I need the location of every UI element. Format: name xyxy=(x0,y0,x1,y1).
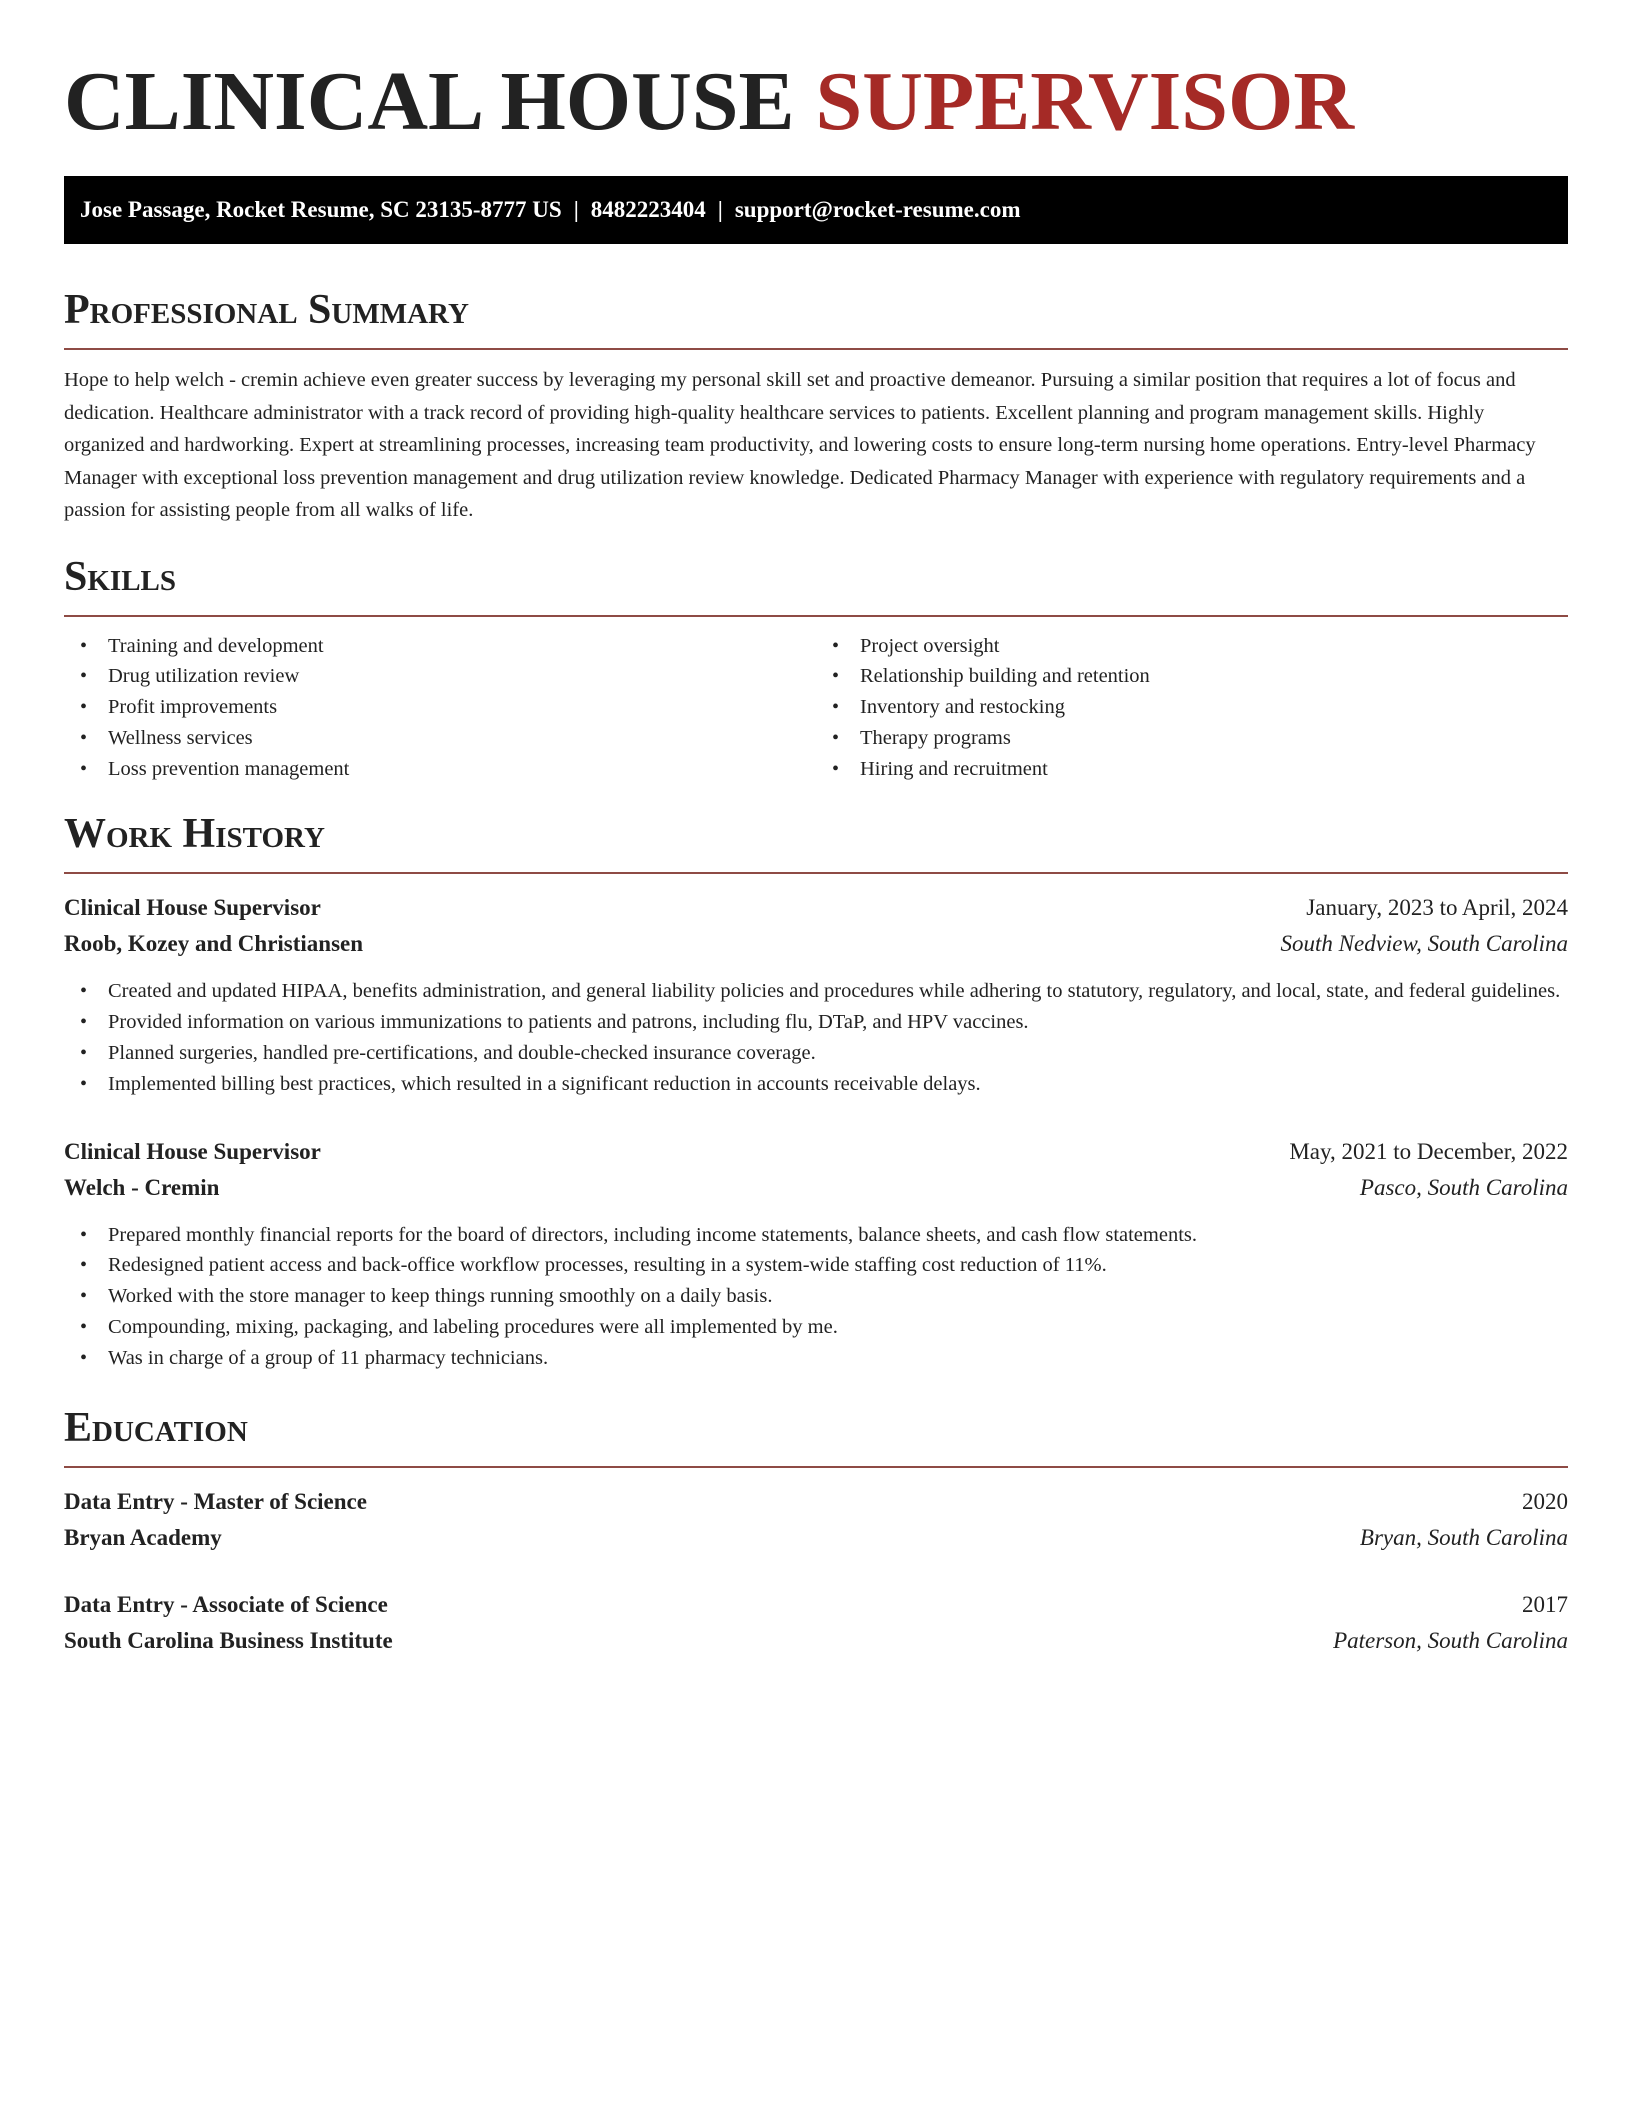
job-title: Clinical House Supervisor xyxy=(64,1138,321,1164)
bullet-icon: • xyxy=(832,696,840,719)
skill-item xyxy=(816,661,1568,692)
job-bullet-text: Planned surgeries, handled pre-certifications, and double-checked insurance coverage. xyxy=(108,1042,816,1065)
bullet-icon: • xyxy=(80,1042,88,1065)
skill-label: Therapy programs xyxy=(860,726,1011,749)
bullet-icon: • xyxy=(80,1011,88,1034)
job-bullet-text: Created and updated HIPAA, benefits administration, and general liability policies and procedures while adhering to statutory, regulatory, and local, state, and federal guidelines. xyxy=(108,980,1561,1003)
education-section xyxy=(64,1402,1568,1659)
education-school: South Carolina Business Institute xyxy=(64,1627,393,1653)
bullet-icon: • xyxy=(80,757,88,780)
skill-item xyxy=(816,723,1568,754)
job-entry xyxy=(64,1134,1568,1374)
bullet-icon: • xyxy=(80,1223,88,1246)
bullet-icon: • xyxy=(832,665,840,688)
job-bullet xyxy=(64,1069,1568,1100)
summary-heading: Professional Summary xyxy=(64,287,469,333)
skill-item xyxy=(816,692,1568,723)
education-school-row xyxy=(64,1623,1568,1659)
bullet-icon: • xyxy=(80,980,88,1003)
skill-label: Project oversight xyxy=(860,634,1000,657)
skill-label: Loss prevention management xyxy=(108,757,350,780)
contact-bar xyxy=(64,176,1568,244)
job-bullets xyxy=(64,976,1568,1099)
education-school-row xyxy=(64,1520,1568,1556)
bullet-icon: • xyxy=(80,1346,88,1369)
job-location: Pasco, South Carolina xyxy=(1359,1174,1568,1200)
education-year: 2017 xyxy=(1522,1591,1568,1617)
job-company: Welch - Cremin xyxy=(64,1174,220,1200)
job-bullet-text: Was in charge of a group of 11 pharmacy technicians. xyxy=(108,1346,549,1369)
job-header-row xyxy=(64,890,1568,926)
education-degree-row xyxy=(64,1587,1568,1623)
bullet-icon: • xyxy=(80,1316,88,1339)
summary-text: Hope to help welch - cremin achieve even greater success by leveraging my personal skill set and proactive demeanor. Pursuing a similar position that requires a lot of focus and dedication. Healthcare administrator with a track record of providing high-quality healthcare services to patients. Excellent planning and program management skills. Highly organized and hardworking. Expert at streamlining processes, increasing team productivity, and lowering costs to ensure long-term nursing home operations. Entry-level Pharmacy Manager with exceptional loss prevention management and drug utilization review knowledge. Dedicated Pharmacy Manager with experience with regulatory requirements and a passion for assisting people from all walks of life. xyxy=(64,369,1536,521)
title-first-part: CLINICAL HOUSE xyxy=(64,55,795,148)
job-bullet xyxy=(64,1281,1568,1312)
job-dates: May, 2021 to December, 2022 xyxy=(1289,1138,1568,1164)
section-divider xyxy=(64,348,1568,350)
section-divider xyxy=(64,1466,1568,1468)
job-bullet-text: Worked with the store manager to keep things running smoothly on a daily basis. xyxy=(108,1285,773,1308)
job-bullets xyxy=(64,1220,1568,1374)
job-bullet xyxy=(64,1250,1568,1281)
job-entry xyxy=(64,890,1568,1099)
bullet-icon: • xyxy=(832,634,840,657)
summary-section xyxy=(64,284,1568,527)
bullet-icon: • xyxy=(80,726,88,749)
job-bullet xyxy=(64,1343,1568,1374)
job-title: Clinical House Supervisor xyxy=(64,895,321,921)
education-heading: Education xyxy=(64,1404,248,1451)
education-location: Bryan, South Carolina xyxy=(1359,1524,1568,1550)
job-bullet xyxy=(64,1007,1568,1038)
job-header-row xyxy=(64,1134,1568,1170)
job-company: Roob, Kozey and Christiansen xyxy=(64,931,364,957)
resume-title xyxy=(64,52,1568,152)
job-location: South Nedview, South Carolina xyxy=(1280,931,1568,957)
skills-column-left xyxy=(64,631,816,785)
skill-label: Inventory and restocking xyxy=(860,696,1065,719)
skill-item xyxy=(64,692,816,723)
skill-item xyxy=(64,661,816,692)
education-entry xyxy=(64,1484,1568,1556)
job-company-row xyxy=(64,1170,1568,1206)
job-bullet-text: Prepared monthly financial reports for the board of directors, including income statements, balance sheets, and cash flow statements. xyxy=(108,1223,1198,1246)
contact-email: support@rocket-resume.com xyxy=(734,197,1021,222)
skills-columns xyxy=(64,631,1568,785)
skill-label: Relationship building and retention xyxy=(860,665,1150,688)
job-bullet xyxy=(64,1038,1568,1069)
education-degree: Data Entry - Master of Science xyxy=(64,1488,367,1514)
bullet-icon: • xyxy=(832,757,840,780)
section-divider xyxy=(64,615,1568,617)
bullet-icon: • xyxy=(832,726,840,749)
education-degree-row xyxy=(64,1484,1568,1520)
skill-item xyxy=(64,723,816,754)
job-dates: January, 2023 to April, 2024 xyxy=(1306,895,1568,921)
skill-item xyxy=(816,754,1568,785)
skill-label: Hiring and recruitment xyxy=(860,757,1048,780)
education-year: 2020 xyxy=(1522,1488,1568,1514)
contact-separator: | xyxy=(573,197,579,222)
education-location: Paterson, South Carolina xyxy=(1333,1627,1568,1653)
skill-label: Wellness services xyxy=(108,726,253,749)
contact-phone: 8482223404 xyxy=(590,197,706,222)
skills-section xyxy=(64,551,1568,785)
education-school: Bryan Academy xyxy=(64,1524,222,1550)
job-bullet-text: Provided information on various immunizations to patients and patrons, including flu, DTaP, and HPV vaccines. xyxy=(108,1011,1029,1034)
skill-label: Training and development xyxy=(108,634,324,657)
bullet-icon: • xyxy=(80,665,88,688)
bullet-icon: • xyxy=(80,1072,88,1095)
skill-item xyxy=(64,631,816,662)
title-accent-part: SUPERVISOR xyxy=(815,55,1355,148)
contact-address: Jose Passage, Rocket Resume, SC 23135-8777 US xyxy=(80,197,562,222)
work-history-heading: Work History xyxy=(64,811,325,858)
job-bullet-text: Compounding, mixing, packaging, and labeling procedures were all implemented by me. xyxy=(108,1316,838,1339)
work-history-section xyxy=(64,808,1568,1373)
skills-column-right xyxy=(816,631,1568,785)
bullet-icon: • xyxy=(80,1254,88,1277)
job-bullet xyxy=(64,1220,1568,1251)
job-bullet-text: Redesigned patient access and back-office workflow processes, resulting in a system-wide staffing cost reduction of 11%. xyxy=(108,1254,1107,1277)
skill-item xyxy=(816,631,1568,662)
education-entry xyxy=(64,1587,1568,1659)
skill-label: Profit improvements xyxy=(108,696,278,719)
skills-heading: Skills xyxy=(64,553,177,600)
job-bullet-text: Implemented billing best practices, which resulted in a significant reduction in accounts receivable delays. xyxy=(108,1072,981,1095)
bullet-icon: • xyxy=(80,1285,88,1308)
bullet-icon: • xyxy=(80,696,88,719)
job-company-row xyxy=(64,926,1568,962)
job-bullet xyxy=(64,976,1568,1007)
skill-item xyxy=(64,754,816,785)
contact-separator: | xyxy=(717,197,723,222)
bullet-icon: • xyxy=(80,634,88,657)
section-divider xyxy=(64,872,1568,874)
skill-label: Drug utilization review xyxy=(108,665,300,688)
job-bullet xyxy=(64,1312,1568,1343)
education-degree: Data Entry - Associate of Science xyxy=(64,1591,388,1617)
